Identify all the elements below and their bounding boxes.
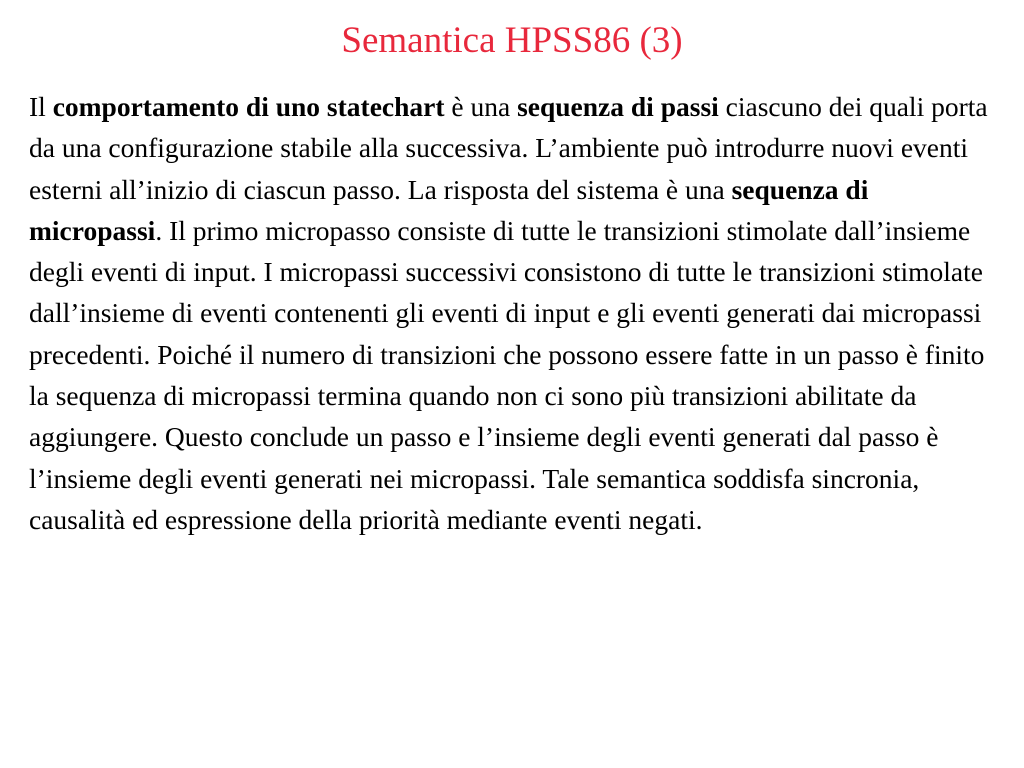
body-text-segment: Il (29, 91, 53, 122)
body-emphasis-behavior: comportamento di uno statechart (52, 91, 445, 122)
body-emphasis-step-sequence: sequenza di passi (517, 91, 719, 122)
body-text-segment: ciascuno dei quali porta da una configurazione stabile alla successiva. L’ambiente può introdurre nuovi eventi esterni all’inizio di ciascun passo. La risposta del sistema è una (29, 91, 988, 205)
body-text-segment: . Il primo micropasso consiste di tutte le transizioni stimolate dall’insieme degli eventi di input. I micropassi successivi consistono di tutte le transizioni stimolate dall’insieme di eventi contenenti gli eventi di input e gli eventi generati dai micropassi precedenti. Poiché il numero di transizioni che possono essere fatte in un passo è finito la sequenza di micropassi termina quando non ci sono più transizioni abilitate da aggiungere. Questo conclude un passo e l’insieme degli eventi generati dal passo è l’insieme degli eventi generati nei micropassi. Tale semantica soddisfa sincronia, causalità ed espressione della priorità mediante eventi negati. (29, 214, 985, 535)
slide-body-paragraph (29, 86, 995, 540)
body-emphasis-microstep-sequence: sequenza di micropassi (29, 173, 869, 246)
body-text-segment: è una (444, 91, 518, 122)
slide-title: Semantica HPSS86 (3) (341, 20, 683, 61)
